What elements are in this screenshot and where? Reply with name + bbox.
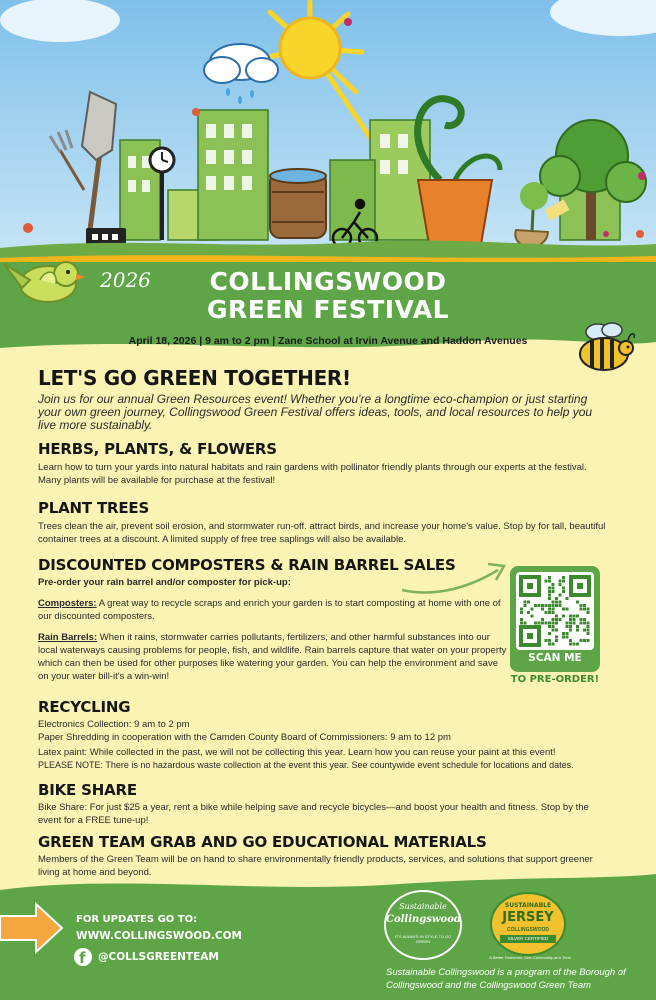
logo2-town: COLLINGSWOOD bbox=[507, 927, 549, 933]
intro-heading: LET'S GO GREEN TOGETHER! bbox=[38, 366, 351, 390]
title-line-2: GREEN FESTIVAL bbox=[207, 295, 449, 324]
recycling-shredding: Paper Shredding in cooperation with the Camden County Board of Commissioners: 9 am to 12 pm bbox=[38, 732, 451, 743]
scan-me-label: SCAN ME bbox=[528, 652, 582, 664]
festival-year: 2026 bbox=[100, 268, 151, 292]
rain-barrel-icon bbox=[270, 169, 326, 238]
bike-share-section bbox=[38, 781, 608, 827]
trees-heading: PLANT TREES bbox=[38, 499, 150, 517]
title-line-1: COLLINGSWOOD bbox=[209, 267, 447, 296]
composters-label: Composters: bbox=[38, 598, 97, 609]
logo2-ring-text: A Better Tomorrow, One Community at a Time bbox=[489, 955, 571, 960]
qr-code[interactable] bbox=[516, 572, 594, 650]
sustainable-jersey-logo bbox=[490, 892, 566, 956]
event-dateline: April 18, 2026 | 9 am to 2 pm | Zane School at Irvin Avenue and Haddon Avenues bbox=[128, 335, 528, 347]
bike-share-text: Bike Share: For just $25 a year, rent a bike while helping save and recycle bicycles—and boost your health and fitness. Stop by the event for a FREE tune-up! bbox=[38, 802, 589, 826]
herbs-text: Learn how to turn your yards into natural habitats and rain gardens with pollinator friendly plants through our experts at the festival. Many plants will be available for purchase at the festival! bbox=[38, 462, 587, 486]
flower-pot-icon bbox=[418, 180, 492, 250]
recycling-note: PLEASE NOTE: There is no hazardous waste collection at the event this year. See countywide event schedule for locations and dates. bbox=[38, 760, 574, 770]
logo1-main: Collingswood bbox=[386, 914, 461, 925]
website-link[interactable]: WWW.COLLINGSWOOD.COM bbox=[76, 930, 242, 942]
logo1-top: Sustainable bbox=[399, 902, 447, 911]
preorder-note: Pre-order your rain barrel and/or composter for pick-up: bbox=[38, 577, 291, 588]
curved-arrow-icon bbox=[398, 556, 510, 596]
logo2-cert: SILVER CERTIFIED bbox=[500, 935, 556, 943]
herbs-heading: HERBS, PLANTS, & FLOWERS bbox=[38, 440, 277, 458]
bike-share-heading: BIKE SHARE bbox=[38, 781, 137, 799]
rain-barrels-text: When it rains, stormwater carries pollutants, fertilizers, and other harmful substances into our local waterways causing problems for people, fish, and wildlife. Rain barrels capture that water on your property which can then be used for other purposes like watering your garden. You can help the environment and save on your water bill-it's a win-win! bbox=[38, 632, 507, 682]
logo2-main: JERSEY bbox=[502, 910, 554, 925]
composters-paragraph bbox=[38, 597, 508, 623]
facebook-icon[interactable]: f bbox=[74, 948, 92, 966]
hero-illustration bbox=[0, 0, 656, 268]
updates-label: FOR UPDATES GO TO: bbox=[76, 914, 198, 925]
recycling-section bbox=[38, 698, 608, 772]
herbs-section bbox=[38, 440, 608, 487]
recycling-paint: Latex paint: While collected in the past, we will not be collecting this year. Learn how you can reuse your paint at this event! bbox=[38, 747, 556, 758]
composters-heading: DISCOUNTED COMPOSTERS & RAIN BARREL SALES bbox=[38, 556, 456, 574]
trees-text: Trees clean the air, prevent soil erosion, and stormwater run-off. attract birds, and increase your home's value. Stop by for tall, beautiful container trees at a discount. A limited supply of free tree saplings will also be available. bbox=[38, 521, 606, 545]
intro-text: Join us for our annual Green Resources event! Whether you're a longtime eco-champion or just starting your own green journey, Collingswood Green Festival offers ideas, tools, and local resources to help you live more sustainably. bbox=[38, 392, 593, 432]
rain-barrels-paragraph bbox=[38, 631, 508, 683]
green-team-text: Members of the Green Team will be on hand to share environmentally friendly products, services, and solutions that support greener living at home and beyond. bbox=[38, 854, 593, 878]
rain-barrels-label: Rain Barrels: bbox=[38, 632, 98, 643]
page-title bbox=[150, 268, 506, 324]
program-credit: Sustainable Collingswood is a program of the Borough of Collingswood and the Collingswood Green Team bbox=[386, 967, 626, 991]
logo2-top: SUSTAINABLE bbox=[504, 902, 552, 909]
recycling-electronics: Electronics Collection: 9 am to 2 pm bbox=[38, 719, 190, 730]
pre-order-label: TO PRE-ORDER! bbox=[510, 674, 600, 685]
bird-icon bbox=[0, 244, 86, 315]
trees-section bbox=[38, 499, 608, 546]
composters-text: A great way to recycle scraps and enrich your garden is to start composting at home with one of our discounted composters. bbox=[38, 598, 501, 622]
intro-section bbox=[38, 366, 608, 432]
qr-code-card[interactable] bbox=[510, 566, 600, 672]
social-handle[interactable]: @COLLSGREENTEAM bbox=[98, 951, 219, 963]
green-team-heading: GREEN TEAM GRAB AND GO EDUCATIONAL MATERIALS bbox=[38, 833, 487, 851]
sustainable-collingswood-logo bbox=[384, 890, 462, 960]
recycling-heading: RECYCLING bbox=[38, 698, 131, 716]
logo1-tag: IT'S ALWAYS IN STYLE TO GO GREEN bbox=[394, 934, 452, 944]
